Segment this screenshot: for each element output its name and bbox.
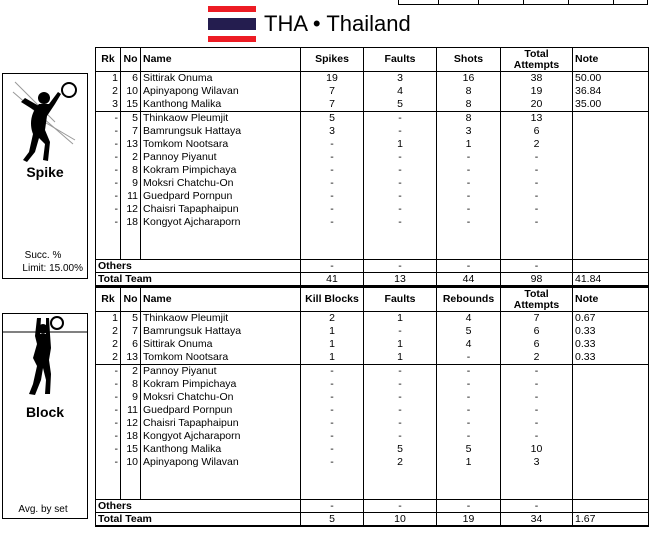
stat-cell: 5: [301, 112, 364, 126]
total-attempts-cell: 2: [501, 351, 573, 365]
stat-cell: -: [437, 391, 501, 404]
table-row: [96, 177, 649, 190]
empty-cell: [501, 229, 573, 259]
total-attempts-cell: -: [501, 365, 573, 379]
player-name-cell: Guedpard Pornpun: [141, 190, 301, 203]
empty-cell: [301, 229, 364, 259]
stat-cell: 1: [301, 338, 364, 351]
stat-cell: 7: [301, 85, 364, 98]
faults-cell: 1: [364, 338, 437, 351]
empty-cell: [96, 229, 121, 259]
total-attempts-cell: -: [501, 259, 573, 272]
block-skill-panel: [2, 313, 88, 519]
column-header-faults: Faults: [364, 288, 437, 312]
note-cell: [573, 177, 649, 190]
number-cell: 13: [121, 351, 141, 365]
faults-cell: -: [364, 164, 437, 177]
player-name-cell: Kokram Pimpichaya: [141, 164, 301, 177]
stat-cell: -: [301, 456, 364, 469]
empty-cell: [96, 469, 121, 499]
stat-cell: -: [437, 216, 501, 229]
faults-cell: -: [364, 216, 437, 229]
rank-cell: -: [96, 125, 121, 138]
note-cell: 50.00: [573, 72, 649, 86]
stat-cell: -: [301, 430, 364, 443]
number-cell: 7: [121, 125, 141, 138]
faults-cell: -: [364, 325, 437, 338]
faults-cell: -: [364, 378, 437, 391]
total-team-label: Total Team: [96, 512, 301, 526]
note-cell: [573, 443, 649, 456]
note-cell: [573, 125, 649, 138]
stat-cell: -: [301, 365, 364, 379]
total-attempts-cell: 34: [501, 512, 573, 526]
stat-cell: 44: [437, 272, 501, 286]
spike-footer-line2: Limit: 15.00%: [22, 263, 83, 274]
number-cell: 9: [121, 177, 141, 190]
stat-cell: 8: [437, 85, 501, 98]
total-attempts-cell: 38: [501, 72, 573, 86]
player-name-cell: Guedpard Pornpun: [141, 404, 301, 417]
table-row: [96, 112, 649, 126]
note-cell: [573, 216, 649, 229]
stat-cell: -: [301, 164, 364, 177]
stat-cell: 8: [437, 112, 501, 126]
rank-cell: -: [96, 404, 121, 417]
note-cell: [573, 430, 649, 443]
player-name-cell: Apinyapong Wilavan: [141, 456, 301, 469]
number-cell: 12: [121, 417, 141, 430]
note-cell: 0.33: [573, 325, 649, 338]
table-row: [96, 351, 649, 365]
number-cell: 6: [121, 338, 141, 351]
stat-cell: -: [437, 430, 501, 443]
stat-cell: 3: [301, 125, 364, 138]
stat-cell: 5: [437, 325, 501, 338]
stat-cell: -: [437, 259, 501, 272]
faults-cell: -: [364, 203, 437, 216]
block-table-body: [96, 312, 649, 526]
player-name-cell: Kanthong Malika: [141, 98, 301, 112]
player-name-cell: Thinkaow Pleumjit: [141, 112, 301, 126]
stat-cell: 3: [437, 125, 501, 138]
stat-cell: 19: [301, 72, 364, 86]
faults-cell: -: [364, 430, 437, 443]
number-cell: 6: [121, 72, 141, 86]
stat-cell: -: [437, 404, 501, 417]
empty-cell: [364, 469, 437, 499]
number-cell: 18: [121, 216, 141, 229]
stat-cell: 16: [437, 72, 501, 86]
note-cell: [573, 138, 649, 151]
number-cell: 8: [121, 378, 141, 391]
faults-cell: 5: [364, 443, 437, 456]
empty-cell: [141, 469, 301, 499]
total-attempts-cell: -: [501, 177, 573, 190]
empty-cell: [573, 469, 649, 499]
top-table-edge: [398, 0, 648, 5]
total-attempts-cell: 6: [501, 125, 573, 138]
rank-cell: -: [96, 138, 121, 151]
note-cell: [573, 190, 649, 203]
player-name-cell: Kongyot Ajcharaporn: [141, 430, 301, 443]
player-name-cell: Kokram Pimpichaya: [141, 378, 301, 391]
rank-cell: -: [96, 365, 121, 379]
team-header: [208, 6, 411, 42]
faults-cell: -: [364, 391, 437, 404]
number-cell: 5: [121, 312, 141, 326]
note-cell: 0.33: [573, 338, 649, 351]
note-cell: [573, 378, 649, 391]
note-cell: [573, 391, 649, 404]
total-attempts-cell: -: [501, 499, 573, 512]
total-attempts-cell: 6: [501, 325, 573, 338]
table-row: [96, 456, 649, 469]
column-header-faults: Faults: [364, 48, 437, 72]
faults-cell: 1: [364, 138, 437, 151]
stat-cell: 5: [301, 512, 364, 526]
rank-cell: 2: [96, 325, 121, 338]
table-row: [96, 378, 649, 391]
total-team-row: [96, 272, 649, 286]
stat-cell: 5: [437, 443, 501, 456]
spike-table-body: [96, 72, 649, 286]
rank-cell: -: [96, 456, 121, 469]
rank-cell: -: [96, 190, 121, 203]
stat-cell: 1: [437, 456, 501, 469]
column-header-no: No: [121, 48, 141, 72]
total-attempts-cell: 10: [501, 443, 573, 456]
total-attempts-cell: -: [501, 203, 573, 216]
stat-cell: 4: [437, 338, 501, 351]
rank-cell: -: [96, 112, 121, 126]
rank-cell: -: [96, 417, 121, 430]
stat-cell: -: [301, 259, 364, 272]
rank-cell: -: [96, 164, 121, 177]
empty-cell: [437, 469, 501, 499]
player-name-cell: Kongyot Ajcharaporn: [141, 216, 301, 229]
stat-cell: -: [437, 190, 501, 203]
stat-cell: -: [437, 164, 501, 177]
empty-cell: [141, 229, 301, 259]
number-cell: 7: [121, 325, 141, 338]
note-cell: 0.33: [573, 351, 649, 365]
table-row: [96, 404, 649, 417]
stat-cell: 19: [437, 512, 501, 526]
column-header-kill-blocks: Kill Blocks: [301, 288, 364, 312]
note-cell: [573, 499, 649, 512]
empty-cell: [121, 469, 141, 499]
player-name-cell: Tomkom Nootsara: [141, 138, 301, 151]
column-header-note: Note: [573, 288, 649, 312]
table-row: [96, 203, 649, 216]
note-cell: 36.84: [573, 85, 649, 98]
rank-cell: 2: [96, 338, 121, 351]
column-header-spikes: Spikes: [301, 48, 364, 72]
stat-cell: -: [301, 499, 364, 512]
rank-cell: 2: [96, 351, 121, 365]
empty-cell: [573, 229, 649, 259]
stat-cell: -: [301, 216, 364, 229]
note-cell: 35.00: [573, 98, 649, 112]
others-row: [96, 259, 649, 272]
empty-cell: [301, 469, 364, 499]
spike-stats-table: [95, 47, 649, 287]
total-attempts-cell: -: [501, 430, 573, 443]
column-header-no: No: [121, 288, 141, 312]
faults-cell: -: [364, 151, 437, 164]
faults-cell: -: [364, 177, 437, 190]
player-name-cell: Moksri Chatchu-On: [141, 391, 301, 404]
rank-cell: 2: [96, 85, 121, 98]
block-footer-line1: Avg. by set: [18, 504, 68, 515]
stat-cell: -: [437, 351, 501, 365]
total-attempts-cell: -: [501, 404, 573, 417]
rank-cell: 3: [96, 98, 121, 112]
total-attempts-cell: -: [501, 417, 573, 430]
stat-cell: 41: [301, 272, 364, 286]
table-row: [96, 190, 649, 203]
thailand-flag-icon: [208, 6, 256, 42]
note-cell: [573, 417, 649, 430]
number-cell: 15: [121, 98, 141, 112]
faults-cell: 13: [364, 272, 437, 286]
number-cell: 10: [121, 456, 141, 469]
total-attempts-cell: 13: [501, 112, 573, 126]
player-name-cell: Chaisri Tapaphaipun: [141, 203, 301, 216]
faults-cell: 3: [364, 72, 437, 86]
table-row: [96, 98, 649, 112]
player-name-cell: Pannoy Piyanut: [141, 365, 301, 379]
table-row: [96, 216, 649, 229]
faults-cell: -: [364, 499, 437, 512]
column-header-total-attempts: Total Attempts: [501, 48, 573, 72]
table-row: [96, 85, 649, 98]
rank-cell: -: [96, 216, 121, 229]
number-cell: 15: [121, 443, 141, 456]
stat-cell: -: [301, 190, 364, 203]
stat-cell: -: [437, 417, 501, 430]
faults-cell: -: [364, 404, 437, 417]
table-row: [96, 417, 649, 430]
table-row: [96, 312, 649, 326]
faults-cell: 10: [364, 512, 437, 526]
others-label: Others: [96, 259, 301, 272]
volleyball-block-icon: [3, 314, 87, 404]
table-row: [96, 164, 649, 177]
table-row: [96, 338, 649, 351]
faults-cell: 5: [364, 98, 437, 112]
column-header-note: Note: [573, 48, 649, 72]
table-row: [96, 430, 649, 443]
total-attempts-cell: 20: [501, 98, 573, 112]
faults-cell: -: [364, 125, 437, 138]
note-cell: 41.84: [573, 272, 649, 286]
player-name-cell: Apinyapong Wilavan: [141, 85, 301, 98]
number-cell: 12: [121, 203, 141, 216]
stat-cell: -: [301, 203, 364, 216]
total-attempts-cell: -: [501, 391, 573, 404]
stat-cell: 1: [437, 138, 501, 151]
number-cell: 11: [121, 190, 141, 203]
player-name-cell: Bamrungsuk Hattaya: [141, 325, 301, 338]
faults-cell: 1: [364, 312, 437, 326]
faults-cell: -: [364, 365, 437, 379]
total-attempts-cell: 6: [501, 338, 573, 351]
others-row: [96, 499, 649, 512]
stat-cell: -: [301, 443, 364, 456]
stat-cell: 2: [301, 312, 364, 326]
number-cell: 8: [121, 164, 141, 177]
empty-cell: [501, 469, 573, 499]
stat-cell: -: [301, 151, 364, 164]
table-row: [96, 138, 649, 151]
stat-cell: -: [301, 177, 364, 190]
total-team-label: Total Team: [96, 272, 301, 286]
stat-cell: -: [437, 151, 501, 164]
others-label: Others: [96, 499, 301, 512]
empty-cell: [437, 229, 501, 259]
empty-cell: [364, 229, 437, 259]
empty-cell: [121, 229, 141, 259]
total-attempts-cell: -: [501, 151, 573, 164]
total-attempts-cell: -: [501, 190, 573, 203]
faults-cell: -: [364, 417, 437, 430]
player-name-cell: Chaisri Tapaphaipun: [141, 417, 301, 430]
column-header-total-attempts: Total Attempts: [501, 288, 573, 312]
table-row: [96, 391, 649, 404]
spike-skill-panel: [2, 73, 88, 279]
number-cell: 10: [121, 85, 141, 98]
empty-row: [96, 229, 649, 259]
block-skill-label: Block: [25, 404, 65, 420]
column-header-rebounds: Rebounds: [437, 288, 501, 312]
total-attempts-cell: -: [501, 164, 573, 177]
table-row: [96, 151, 649, 164]
player-name-cell: Kanthong Malika: [141, 443, 301, 456]
player-name-cell: Tomkom Nootsara: [141, 351, 301, 365]
total-attempts-cell: 19: [501, 85, 573, 98]
faults-cell: 2: [364, 456, 437, 469]
rank-cell: -: [96, 391, 121, 404]
column-header-name: Name: [141, 288, 301, 312]
faults-cell: -: [364, 259, 437, 272]
stat-cell: -: [301, 378, 364, 391]
faults-cell: 1: [364, 351, 437, 365]
note-cell: [573, 365, 649, 379]
stat-cell: -: [301, 417, 364, 430]
total-attempts-cell: -: [501, 216, 573, 229]
spike-skill-label: Spike: [26, 164, 64, 180]
note-cell: [573, 112, 649, 126]
stat-cell: 1: [301, 351, 364, 365]
note-cell: 0.67: [573, 312, 649, 326]
table-row: [96, 125, 649, 138]
total-attempts-cell: 3: [501, 456, 573, 469]
number-cell: 13: [121, 138, 141, 151]
player-name-cell: Thinkaow Pleumjit: [141, 312, 301, 326]
number-cell: 2: [121, 365, 141, 379]
note-cell: [573, 151, 649, 164]
table-row: [96, 72, 649, 86]
number-cell: 9: [121, 391, 141, 404]
faults-cell: -: [364, 190, 437, 203]
total-attempts-cell: 2: [501, 138, 573, 151]
stat-cell: 4: [437, 312, 501, 326]
block-stats-table: [95, 287, 649, 527]
rank-cell: -: [96, 177, 121, 190]
stat-cell: -: [301, 138, 364, 151]
stat-cell: -: [437, 499, 501, 512]
stat-cell: -: [301, 404, 364, 417]
spike-footer-line1: Succ. %: [24, 250, 62, 261]
number-cell: 5: [121, 112, 141, 126]
table-row: [96, 325, 649, 338]
note-cell: [573, 404, 649, 417]
column-header-shots: Shots: [437, 48, 501, 72]
stat-cell: 7: [301, 98, 364, 112]
player-name-cell: Bamrungsuk Hattaya: [141, 125, 301, 138]
faults-cell: -: [364, 112, 437, 126]
player-name-cell: Sittirak Onuma: [141, 72, 301, 86]
stat-cell: -: [301, 391, 364, 404]
stat-cell: 8: [437, 98, 501, 112]
note-cell: [573, 456, 649, 469]
country-title: THA • Thailand: [264, 11, 411, 36]
rank-cell: -: [96, 430, 121, 443]
faults-cell: 4: [364, 85, 437, 98]
empty-row: [96, 469, 649, 499]
table-row: [96, 443, 649, 456]
note-cell: [573, 164, 649, 177]
table-row: [96, 365, 649, 379]
total-attempts-cell: -: [501, 378, 573, 391]
number-cell: 18: [121, 430, 141, 443]
rank-cell: -: [96, 378, 121, 391]
volleyball-spike-icon: [3, 74, 87, 174]
rank-cell: 1: [96, 312, 121, 326]
total-team-row: [96, 512, 649, 526]
stat-cell: -: [437, 177, 501, 190]
column-header-rk: Rk: [96, 48, 121, 72]
note-cell: [573, 259, 649, 272]
total-attempts-cell: 7: [501, 312, 573, 326]
stat-cell: -: [437, 378, 501, 391]
player-name-cell: Pannoy Piyanut: [141, 151, 301, 164]
stat-cell: -: [437, 203, 501, 216]
rank-cell: -: [96, 203, 121, 216]
rank-cell: -: [96, 443, 121, 456]
number-cell: 11: [121, 404, 141, 417]
column-header-rk: Rk: [96, 288, 121, 312]
total-attempts-cell: 98: [501, 272, 573, 286]
player-name-cell: Moksri Chatchu-On: [141, 177, 301, 190]
note-cell: [573, 203, 649, 216]
stat-cell: 1: [301, 325, 364, 338]
player-name-cell: Sittirak Onuma: [141, 338, 301, 351]
rank-cell: 1: [96, 72, 121, 86]
rank-cell: -: [96, 151, 121, 164]
number-cell: 2: [121, 151, 141, 164]
column-header-name: Name: [141, 48, 301, 72]
stat-cell: -: [437, 365, 501, 379]
note-cell: 1.67: [573, 512, 649, 526]
